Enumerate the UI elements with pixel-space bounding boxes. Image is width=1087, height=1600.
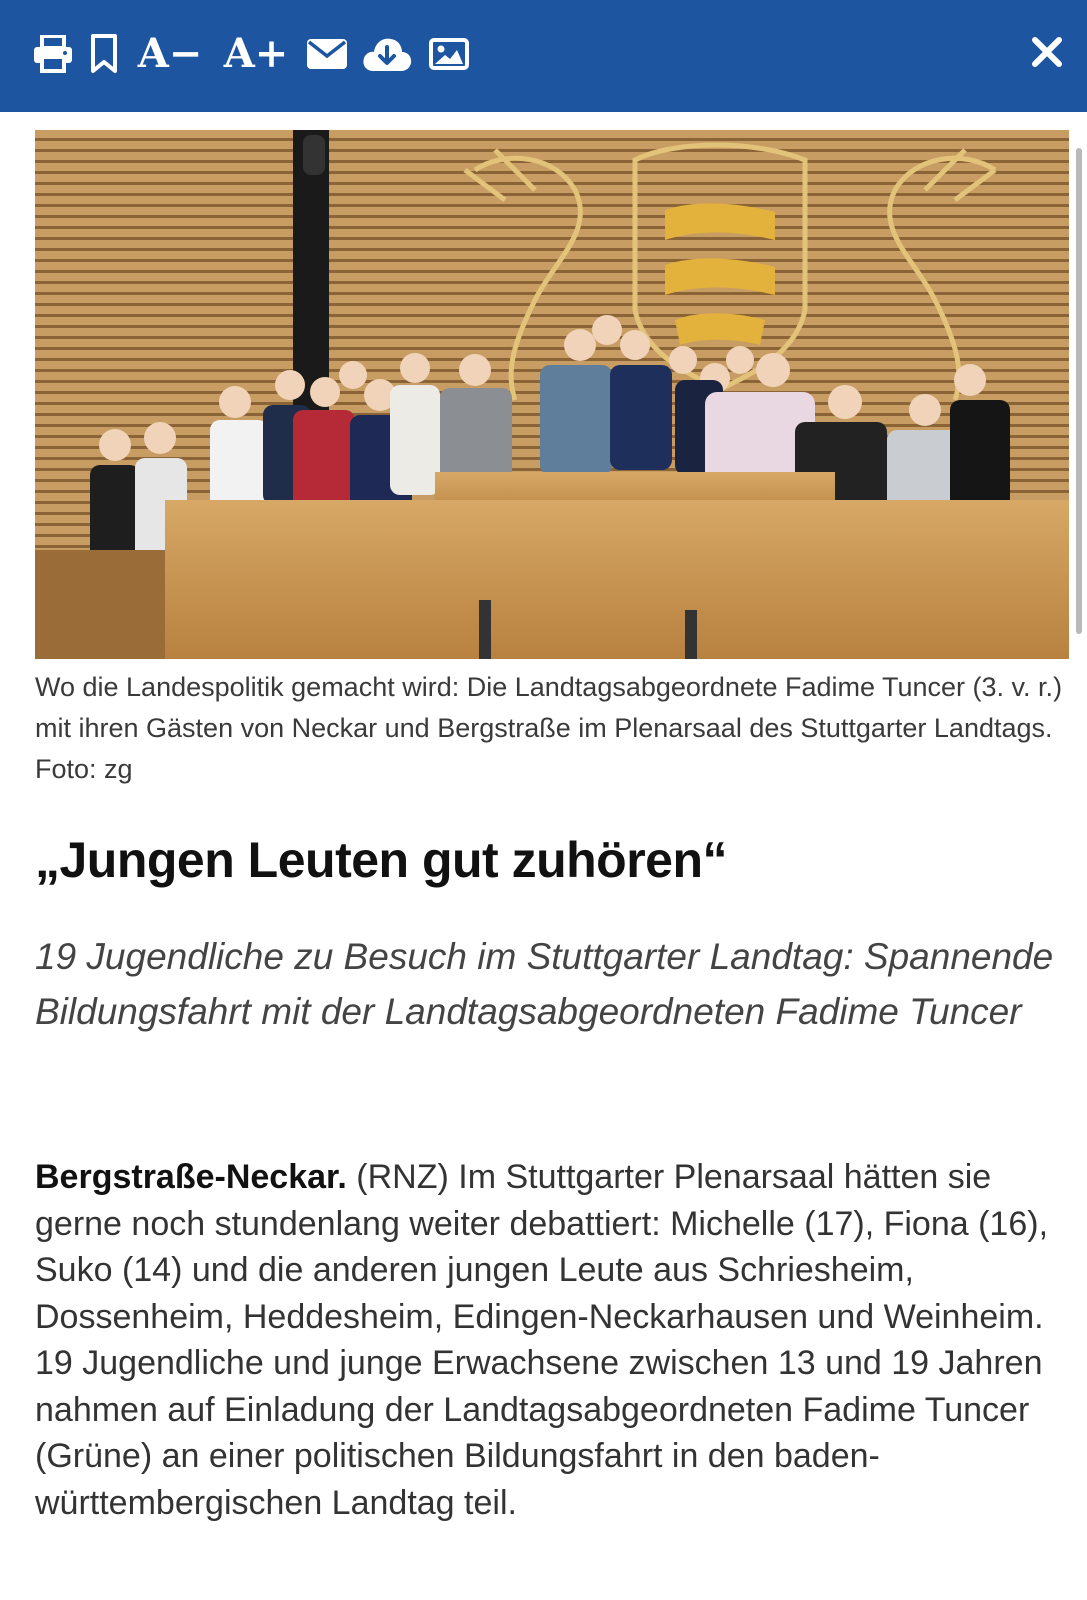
- font-decrease-button[interactable]: [136, 32, 204, 76]
- article-subtitle: 19 Jugendliche zu Besuch im Stuttgarter Landtag: Spannende Bildungsfahrt mit der Landtagsabgeordneten Fadime Tuncer: [35, 936, 1054, 1032]
- close-icon[interactable]: [1025, 30, 1069, 74]
- font-increase-label: A+: [223, 30, 289, 77]
- bookmark-icon[interactable]: [88, 32, 120, 76]
- article-body: [35, 1154, 1080, 1526]
- mail-icon[interactable]: [306, 32, 348, 76]
- cloud-download-icon[interactable]: [362, 32, 412, 76]
- image-caption: Wo die Landespolitik gemacht wird: Die Landtagsabgeordnete Fadime Tuncer (3. v. r.) mit ihren Gästen von Neckar und Bergstraße im Plenarsaal des Stuttgarter Landtags. Foto: zg: [35, 672, 1063, 784]
- article-photo[interactable]: [35, 130, 1069, 659]
- plenary-group-photo: [35, 130, 1069, 659]
- article-toolbar: [0, 0, 1087, 112]
- font-decrease-label: A−: [137, 30, 203, 77]
- body-dateline: Bergstraße-Neckar.: [35, 1158, 347, 1196]
- article-headline: „Jungen Leuten gut zuhören“: [35, 832, 728, 888]
- font-increase-button[interactable]: [221, 32, 291, 76]
- body-text: (RNZ) Im Stuttgarter Plenarsaal hätten sie gerne noch stundenlang weiter debattiert: Michelle (17), Fiona (16), Suko (14) und die anderen jungen Leute aus Schriesheim, Dossenheim, Heddesheim, Edingen-Neckarhausen und Weinheim. 19 Jugendliche und junge Erwachsene zwischen 13 und 19 Jahren nahmen auf Einladung der Landtagsabgeordneten Fadime Tuncer (Grüne) an einer politischen Bildungsfahrt in den baden-württembergischen Landtag teil.: [35, 1158, 1049, 1522]
- printer-icon[interactable]: [32, 32, 74, 76]
- scrollbar[interactable]: [1076, 148, 1082, 634]
- image-icon[interactable]: [428, 32, 470, 76]
